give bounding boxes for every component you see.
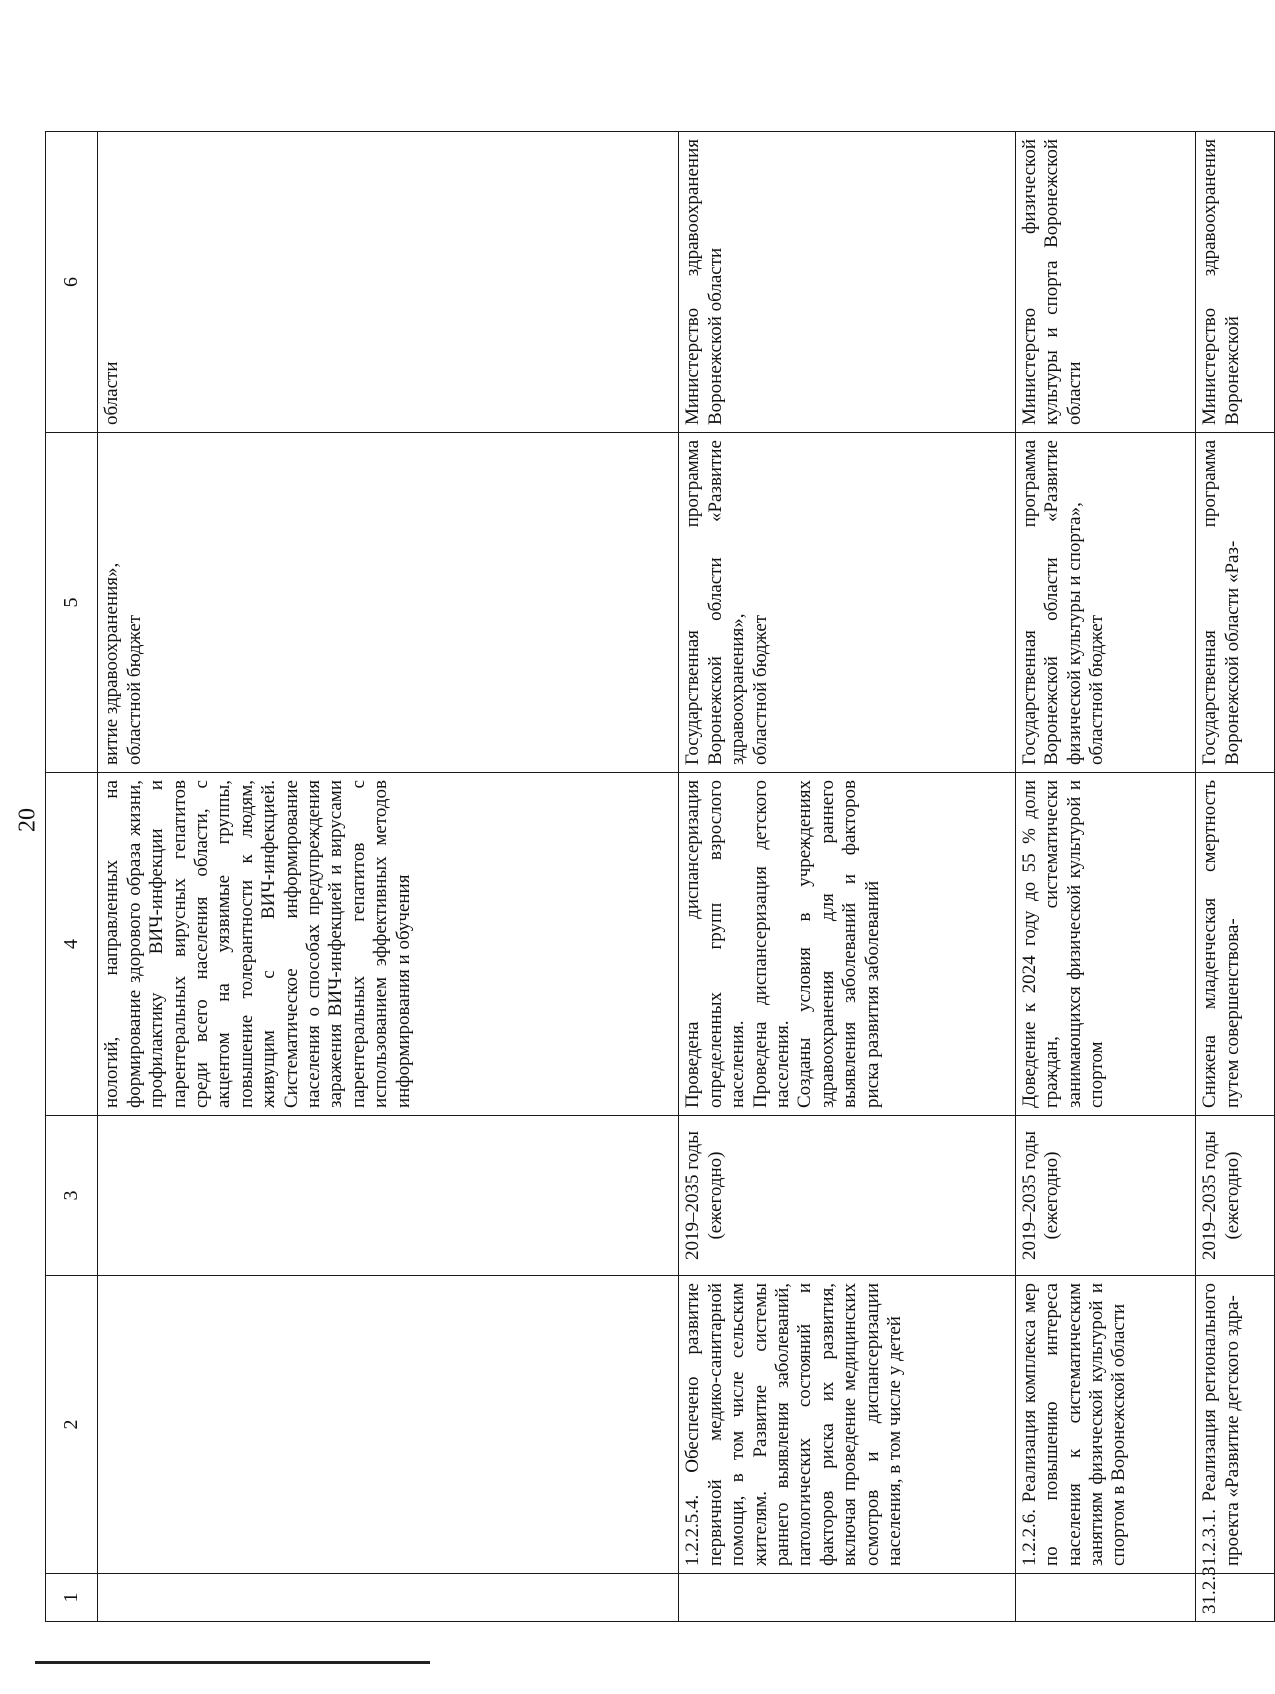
cell-source-line: областной бюджет bbox=[123, 614, 145, 765]
cell-result: Доведение к 2024 году до 55 % доли граждан, систематически занимающихся физической культурой и спортом bbox=[1015, 773, 1196, 1116]
cell-result bbox=[679, 773, 1015, 1116]
cell-source-line: Государственная программа Воронежской области «Развитие здравоохранения», bbox=[682, 440, 749, 765]
cell-number: 31.2.3 bbox=[1196, 1574, 1275, 1622]
table-row bbox=[1015, 132, 1196, 1622]
table-row bbox=[679, 132, 1015, 1622]
cell-activity: 1.2.3.1. Реализация регионального проекта «Развитие детского здра- bbox=[1196, 1276, 1275, 1574]
cell-number bbox=[679, 1574, 1015, 1622]
table-wrapper bbox=[45, 132, 1275, 1622]
cell-activity bbox=[98, 1276, 679, 1574]
cell-period: 2019–2035 годы (ежегодно) bbox=[1015, 1116, 1196, 1276]
table-row bbox=[98, 132, 679, 1622]
cell-responsible: Министерство здравоохранения Воронежской области bbox=[679, 132, 1015, 433]
cell-responsible: Министерство здравоохранения Воронежской bbox=[1196, 132, 1275, 433]
header-cell-3: 3 bbox=[46, 1116, 98, 1276]
cell-result-line: Созданы условия в учреждениях здравоохранения для раннего выявления заболеваний и факторов риска развития заболеваний bbox=[794, 780, 883, 1108]
cell-activity: 1.2.2.5.4. Обеспечено развитие первичной медико-санитарной помощи, в том числе сельским жителям. Развитие системы раннего выявления заболеваний, патологических состояний и факторов риска их развития, включая проведение медицинских осмотров и диспансеризации населения, в том числе у детей bbox=[679, 1276, 1015, 1574]
table-row bbox=[1196, 132, 1275, 1622]
cell-responsible: Министерство физической культуры и спорта Воронежской области bbox=[1015, 132, 1196, 433]
cell-source bbox=[1196, 433, 1275, 773]
cell-result: нологий, направленных на формирование здорового образа жизни, профилактику ВИЧ-инфекции и парентеральных вирусных гепатитов среди всего населения области, с акцентом на уязвимые группы, повышение толерантности к людям, живущим с ВИЧ-инфекцией. Систематическое информирование населения о способах предупреждения заражения ВИЧ-инфекцией и вирусами парентеральных гепатитов с использованием эффективных методов информирования и обучения bbox=[98, 773, 679, 1116]
cell-period: 2019–2035 годы (ежегодно) bbox=[679, 1116, 1015, 1276]
cell-source bbox=[98, 433, 679, 773]
cell-result-line: Проведена диспансеризация детского населения. bbox=[749, 780, 794, 1108]
header-row bbox=[46, 132, 98, 1622]
header-cell-6: 6 bbox=[46, 132, 98, 433]
bottom-rule bbox=[35, 1661, 430, 1664]
cell-source-line: областной бюджет bbox=[1086, 614, 1108, 765]
cell-activity: 1.2.2.6. Реализация комплекса мер по повышению интереса населения к систематическим занятиям физической культурой и спортом в Воронежской области bbox=[1015, 1276, 1196, 1574]
cell-source-line: Государственная программа Воронежской области «Раз- bbox=[1199, 440, 1243, 765]
header-cell-2: 2 bbox=[46, 1276, 98, 1574]
cell-result-line: Проведена диспансеризация определенных групп взрослого населения. bbox=[682, 780, 749, 1108]
cell-number bbox=[98, 1574, 679, 1622]
cell-number bbox=[1015, 1574, 1196, 1622]
header-cell-5: 5 bbox=[46, 433, 98, 773]
cell-source-line: витие здравоохранения», bbox=[101, 562, 123, 765]
cell-result: Снижена младенческая смертность путем совершенствова- bbox=[1196, 773, 1275, 1116]
cell-source-line: Государственная программа Воронежской области «Развитие физической культуры и спорта», bbox=[1018, 440, 1085, 765]
cell-period: 2019–2035 годы (ежегодно) bbox=[1196, 1116, 1275, 1276]
cell-source bbox=[1015, 433, 1196, 773]
header-cell-1: 1 bbox=[46, 1574, 98, 1622]
header-cell-4: 4 bbox=[46, 773, 98, 1116]
cell-source-line: областной бюджет bbox=[749, 614, 771, 765]
cell-source bbox=[679, 433, 1015, 773]
page-number: 20 bbox=[14, 808, 41, 832]
cell-period bbox=[98, 1116, 679, 1276]
cell-responsible: области bbox=[98, 132, 679, 433]
plan-table bbox=[45, 131, 1275, 1622]
